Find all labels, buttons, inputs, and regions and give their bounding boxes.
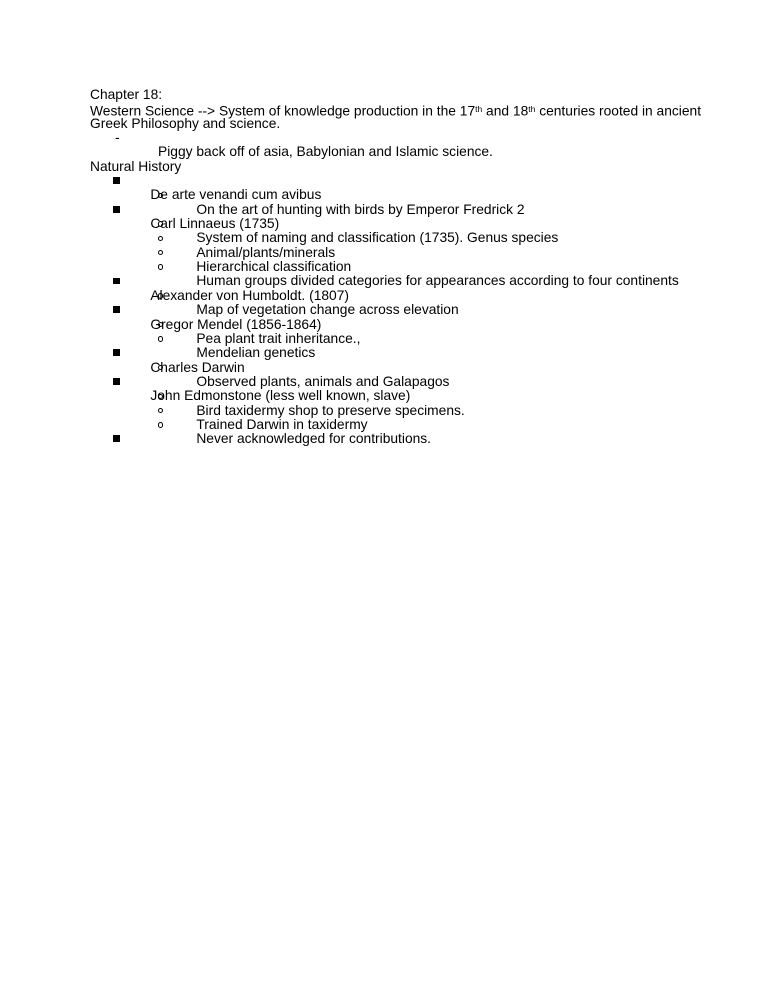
superscript-th: th [475, 104, 483, 115]
circle-bullet-icon [158, 336, 163, 341]
square-bullet-icon [113, 349, 120, 356]
section-heading: Natural History [90, 158, 182, 174]
outline-item-text: Hierarchical classification [196, 259, 352, 275]
outline-item-text: Animal/plants/minerals [196, 244, 336, 260]
paragraph-text-segment: Western Science --> System of knowledge production in the 17 [90, 103, 476, 119]
square-bullet-icon [113, 278, 120, 285]
outline-item [90, 289, 678, 318]
outline-item [90, 303, 678, 332]
outline-list [90, 174, 678, 447]
circle-bullet-icon [158, 250, 163, 255]
outline-item-text: On the art of hunting with birds by Emperor Fredrick 2 [196, 201, 525, 217]
outline-item [90, 217, 678, 246]
dash-bullet-icon: - [115, 130, 120, 146]
paragraph-text-segment: and 18 [482, 103, 529, 119]
outline-item [90, 361, 678, 389]
circle-bullet-icon [158, 264, 163, 269]
dash-list-item [90, 130, 678, 160]
paragraph-western-science-line2: Greek Philosophy and science. [90, 115, 281, 131]
outline-item [90, 203, 678, 232]
square-bullet-icon [113, 378, 120, 385]
outline-item-text: Charles Darwin [150, 359, 245, 375]
circle-bullet-icon [158, 221, 163, 226]
circle-bullet-icon [158, 293, 163, 298]
outline-item [90, 375, 678, 404]
outline-item-text: Human groups divided categories for appearances according to four continents [196, 273, 679, 289]
outline-item-text: Mendelian genetics [196, 345, 316, 361]
outline-item [90, 418, 678, 447]
square-bullet-icon [113, 206, 120, 213]
outline-item [90, 174, 678, 203]
outline-item [90, 246, 678, 275]
outline-item [90, 432, 678, 446]
outline-item [90, 389, 678, 418]
document-page [0, 0, 768, 447]
square-bullet-icon [113, 306, 120, 313]
outline-item-text: Trained Darwin in taxidermy [196, 416, 368, 432]
outline-item-text: Map of vegetation change across elevation [196, 302, 459, 318]
outline-item-text: Pea plant trait inheritance., [196, 330, 361, 346]
outline-item [90, 260, 679, 289]
circle-bullet-icon [158, 236, 163, 241]
dash-list-item-text: Piggy back off of asia, Babylonian and Islamic science. [158, 144, 493, 160]
outline-item-text: Alexander von Humboldt. (1807) [150, 287, 349, 303]
outline-item-text: John Edmonstone (less well known, slave) [150, 388, 411, 404]
outline-item [90, 332, 678, 361]
outline-item [90, 404, 678, 432]
outline-item [90, 274, 678, 303]
circle-bullet-icon [158, 365, 163, 370]
superscript-th: th [528, 104, 536, 115]
outline-item [90, 318, 678, 346]
outline-item-text: De arte venandi cum avibus [150, 187, 322, 203]
outline-item-text: Carl Linnaeus (1735) [150, 216, 280, 232]
outline-item [90, 346, 678, 375]
blank-line [90, 145, 678, 159]
paragraph-text-segment: centuries rooted in ancient [535, 103, 702, 119]
paragraph-chapter-title: Chapter 18: [90, 87, 163, 102]
circle-bullet-icon [158, 193, 163, 198]
outline-item-text: Never acknowledged for contributions. [196, 431, 432, 447]
outline-item [90, 231, 678, 260]
outline-item-text: Gregor Mendel (1856-1864) [150, 316, 322, 332]
outline-item-text: Observed plants, animals and Galapagos [196, 373, 450, 389]
square-bullet-icon [113, 435, 120, 442]
circle-bullet-icon [158, 394, 163, 399]
outline-item [90, 188, 678, 217]
circle-bullet-icon [158, 408, 163, 413]
document-content [0, 0, 768, 447]
circle-bullet-icon [158, 322, 163, 327]
square-bullet-icon [113, 177, 120, 184]
outline-item-text: Bird taxidermy shop to preserve specimens. [196, 402, 465, 418]
outline-item-text: System of naming and classification (1735). Genus species [196, 230, 559, 246]
circle-bullet-icon [158, 422, 163, 427]
paragraph-western-science-line1 [90, 102, 702, 119]
